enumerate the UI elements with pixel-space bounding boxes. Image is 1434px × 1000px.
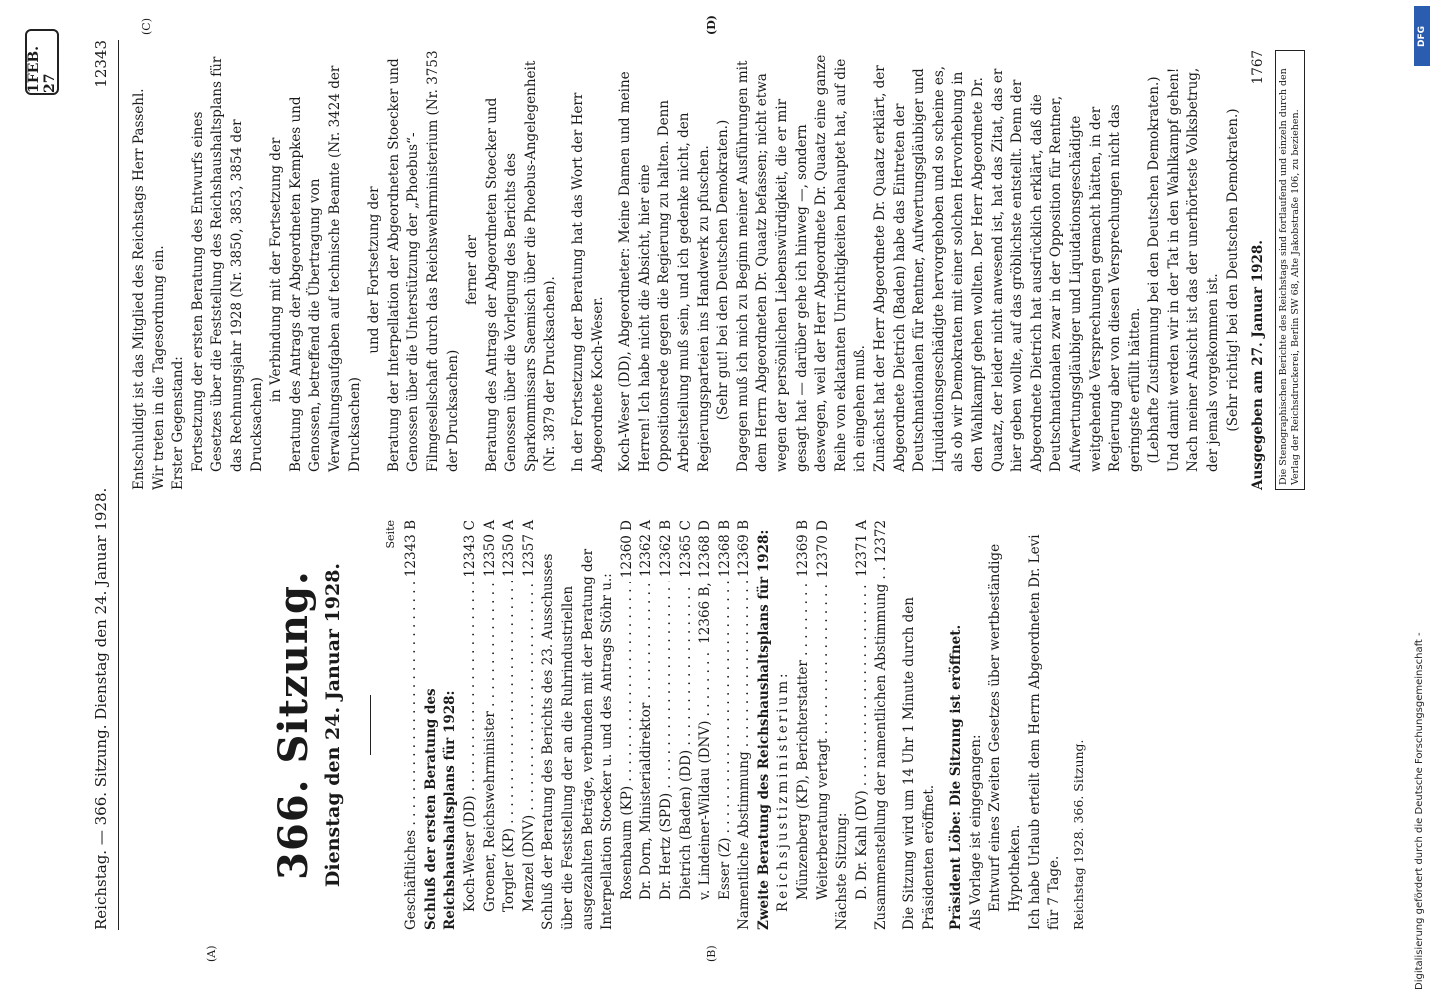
toc-label: v. Lindeiner-Wildau (DNV) . . . xyxy=(696,648,716,900)
toc-row xyxy=(872,520,892,930)
president-text: Präsident Löbe: Die Sitzung ist eröffnet. xyxy=(948,624,965,930)
toc-row xyxy=(500,520,520,930)
toc-label: Zusammenstellung der namentlichen Abstimmung . . . xyxy=(872,567,892,930)
toc-page: 12350 A xyxy=(501,520,518,577)
session-date: Dienstag den 24. Januar 1928. xyxy=(322,562,344,888)
publication-line xyxy=(1249,50,1269,490)
toc-label: Namentliche Abstimmung . . . xyxy=(735,581,755,930)
toc-row xyxy=(716,520,736,930)
paragraph-1: Entschuldigt ist das Mitglied des Reichstags Herr Passehl. xyxy=(131,88,147,490)
toc-page: 12360 D xyxy=(618,520,635,579)
running-header xyxy=(92,40,118,930)
dfg-logo: DFG xyxy=(1414,6,1430,66)
published-date: Ausgegeben am 27. Januar 1928. xyxy=(1250,239,1267,490)
margin-mark-c: (C) xyxy=(140,18,153,35)
toc-row: Reichsjustizministerium: xyxy=(775,670,792,912)
paragraph-10: Beratung des Antrags der Abgeordneten Stoecker und Genossen über die Vorlegung des Berichts des Sparkommissars Saemisch über die Phoebus-Angelegenheit (Nr. 3879 der Drucksachen). xyxy=(483,60,559,472)
seite-label: Seite xyxy=(383,520,397,549)
paragraph-3: Erster Gegenstand: xyxy=(170,356,187,490)
toc-row xyxy=(814,520,834,930)
toc-label: Koch-Weser (DD) . . . xyxy=(461,582,481,912)
toc-page: 12370 D xyxy=(814,520,831,579)
toc-row: Schluß der ersten Beratung des Reichshaushaltsplans für 1928: xyxy=(422,688,459,930)
title-rule xyxy=(370,695,371,755)
toc-page: 12350 A xyxy=(481,520,498,577)
toc-page: 12372 xyxy=(873,520,890,563)
margin-mark-b: (B) xyxy=(705,945,718,962)
toc-page: 12362 B xyxy=(657,520,674,578)
paragraph-8: Beratung der Interpellation der Abgeordneten Stoecker und Genossen über die Unterstützung der „Phoebus“-Filmgesellschaft durch das Reichswehrministerium (Nr. 3753 der Drucksachen) xyxy=(385,50,461,472)
vorlage-text: Als Vorlage ist eingegangen: xyxy=(967,734,984,930)
toc-row xyxy=(794,520,814,930)
session-title: 366. Sitzung. xyxy=(270,570,317,880)
toc-label: Menzel (DNV) . . . xyxy=(520,581,540,912)
toc-label: Dr. Dorn, Ministerialdirektor . . . xyxy=(637,581,657,900)
paragraph-12: Koch-Weser (DD), Abgeordneter: Meine Damen und meine Herren! Ich habe nicht die Absicht, hier eine Oppositionsrede gegen die Regierung zu halten. Denn Arbeitsteilung muß sein, und ich gedenke nicht, den Regierungsparteien ins Handwerk zu pfuschen. xyxy=(617,71,712,472)
paragraph-18: (Sehr richtig! bei den Deutschen Demokraten.) xyxy=(1224,108,1241,432)
toc-page: 12368 B xyxy=(716,520,733,578)
left-footer: Reichstag 1928. 366. Sitzung. xyxy=(1070,739,1086,930)
table-of-contents xyxy=(402,520,892,930)
toc-page: 12343 C xyxy=(461,520,478,578)
distribution-note: Die Stenographischen Berichte des Reichstags sind fortlaufend und einzeln durch den Verlag der Reichsdruckerei, Berlin SW 68, Alte Jakobstraße 106, zu beziehen. xyxy=(1275,50,1305,490)
opening-text: Die Sitzung wird um 14 Uhr 1 Minute durch den Präsidenten eröffnet. xyxy=(901,597,937,930)
toc-row xyxy=(657,520,677,930)
publication-number: 1767 xyxy=(1250,50,1267,85)
receipt-stamp: 1FEB. 27 xyxy=(25,29,59,95)
entwurf-text: Entwurf eines Zweiten Gesetzes über wertbeständige Hypotheken. xyxy=(987,543,1023,912)
toc-label: D. Dr. Kahl (DV) . . . xyxy=(853,581,873,900)
toc-page: 12366 B, 12368 D xyxy=(697,520,714,644)
paragraph-11: In der Fortsetzung der Beratung hat das Wort der Herr Abgeordnete Koch-Weser. xyxy=(570,92,606,472)
paragraph-17: Und damit werden wir in der Tat in den Wahlkampf gehen! Nach meiner Ansicht ist das der unerhörteste Volksbetrug, der jemals vorgekommen ist. xyxy=(1165,67,1222,472)
toc-row xyxy=(853,520,873,930)
toc-label: Esser (Z) . . . xyxy=(716,581,736,900)
toc-page: 12365 C xyxy=(677,520,694,578)
paragraph-13: (Sehr gut! bei den Deutschen Demokraten.) xyxy=(715,119,732,421)
toc-row: Schluß der Beratung des Berichts des 23. Ausschusses über die Feststellung der an die Ruhrindustriellen ausgezahlten Beträge, verbunden mit der Beratung der Interpellation Stoecker u. und des Antrags Stöhr u.: xyxy=(540,548,616,930)
toc-label: Münzenberg (KP), Berichterstatter . . . xyxy=(794,581,814,900)
paragraph-2: Wir treten in die Tagesordnung ein. xyxy=(150,245,167,490)
running-header-text: Reichstag. — 366. Sitzung. Dienstag den 24. Januar 1928. xyxy=(92,487,110,930)
toc-label: Dietrich (Baden) (DD) . . . xyxy=(677,582,697,900)
digitization-credit: Digitalisierung gefördert durch die Deutsche Forschungsgemeinschaft - xyxy=(1414,632,1425,990)
toc-label: Weiterberatung vertagt . . . xyxy=(814,582,834,900)
toc-page: 12362 A xyxy=(638,520,655,577)
toc-row xyxy=(520,520,540,930)
toc-row xyxy=(677,520,697,930)
toc-page: 12369 B xyxy=(795,520,812,578)
page-number: 12343 xyxy=(92,40,110,88)
toc-row xyxy=(637,520,657,930)
toc-label: Torgler (KP) . . . xyxy=(500,581,520,912)
toc-row xyxy=(461,520,481,930)
toc-page: 12369 B xyxy=(736,520,753,578)
toc-page: 12357 A xyxy=(520,520,537,577)
toc-label: Dr. Hertz (SPD) . . . xyxy=(657,581,677,900)
header-rule xyxy=(118,40,119,930)
toc-row xyxy=(735,520,755,930)
paragraph-5: in Verbindung mit der Fortsetzung der xyxy=(268,137,285,403)
paragraph-7: und der Fortsetzung der xyxy=(366,186,383,354)
paragraph-14: Dagegen muß ich mich zu Beginn meiner Ausführungen mit dem Herrn Abgeordneten Dr. Quaatz befassen; nicht etwa wegen der persönlichen Liebenswürdigkeit, die er mir gesagt hat — darüber gehe ich hinweg —, sondern deswegen, weil der Herr Abgeordnete Dr. Quaatz eine ganze Reihe von eklatanten Unrichtigkeiten behauptet hat, auf die ich eingehen muß. xyxy=(734,54,869,472)
paragraph-6: Beratung des Antrags der Abgeordneten Kempkes und Genossen, betreffend die Übertragung von Verwaltungsaufgaben auf technische Beamte (Nr. 3424 der Drucksachen) xyxy=(287,65,363,472)
toc-row xyxy=(481,520,501,930)
paragraph-16: (Lebhafte Zustimmung bei den Deutschen Demokraten.) xyxy=(1146,76,1163,464)
margin-mark-d: (D) xyxy=(705,15,718,35)
toc-row: Nächste Sitzung: xyxy=(834,812,851,930)
margin-mark-a: (A) xyxy=(205,945,218,962)
toc-row xyxy=(618,520,638,930)
paragraph-4: Fortsetzung der ersten Beratung des Entwurfs eines Gesetzes über die Feststellung des Reichshaushaltsplans für das Rechnungsjahr 1928 (Nr. 3850, 3853, 3854 der Drucksachen) xyxy=(189,56,265,472)
left-column xyxy=(150,520,1088,930)
toc-label: Geschäftliches . . . xyxy=(402,581,422,930)
urlaub-text: Ich habe Urlaub erteilt dem Herrn Abgeordneten Dr. Levi für 7 Tage. xyxy=(1026,534,1063,930)
toc-row xyxy=(402,520,422,930)
toc-row: Zweite Beratung des Reichshaushaltsplans für 1928: xyxy=(755,529,772,930)
toc-page: 12371 A xyxy=(853,520,870,577)
paragraph-15: Zunächst hat der Herr Abgeordnete Dr. Quaatz erklärt, der Abgeordnete Dietrich (Baden) habe das Eintreten der Deutschnationalen für Rentner, Aufwertungsgläubiger und Liquidationsgeschädigte hervorgehoben und so scheine es, als ob wir Demokraten mit einer solchen Hervorhebung in den Wahlkampf gehen wollten. Der Herr Abgeordnete Dr. Quaatz, der leider nicht anwesend ist, hat das Zitat, das er hier geben wollte, auf das gröblichste entstellt. Denn der Abgeordnete Dietrich hat ausdrücklich erklärt, daß die Deutschnationalen zwar in der Opposition für Rentner, Aufwertungsgläubiger und Liquidationsgeschädigte weitgehende Versprechungen gemacht hätten, in der Regierung aber von diesen Versprechungen nicht das geringste erfüllt hätten. xyxy=(871,65,1143,472)
paragraph-9: ferner der xyxy=(464,235,481,305)
right-column xyxy=(130,50,1311,490)
toc-label: Groener, Reichswehrminister . . . xyxy=(481,581,501,912)
toc-label: Rosenbaum (KP) . . . xyxy=(618,582,638,900)
toc-page: 12343 B xyxy=(403,520,420,578)
toc-row xyxy=(696,520,716,930)
